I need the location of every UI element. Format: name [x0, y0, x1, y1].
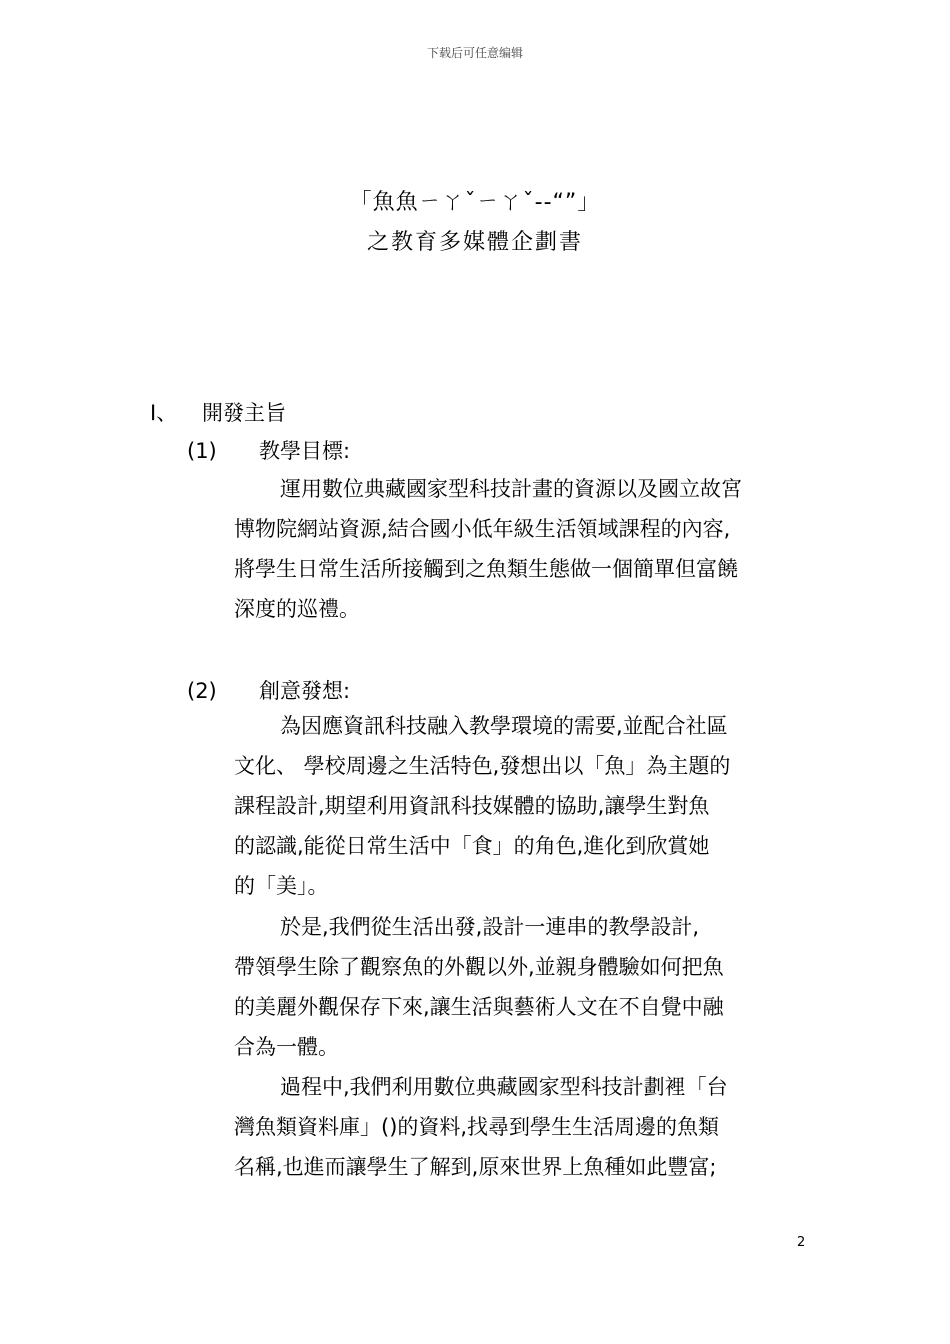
paragraph-line: 深度的巡禮。 [234, 597, 360, 621]
section-number: Ι、 [150, 401, 178, 425]
paragraph-line: 帶領學生除了觀察魚的外觀以外,並親身體驗如何把魚 [234, 955, 724, 979]
paragraph-line: 灣魚類資料庫」()的資料,找尋到學生生活周邊的魚類 [234, 1115, 720, 1139]
subsection-heading-2 [187, 675, 350, 705]
paragraph-line: 合為一體。 [234, 1035, 339, 1059]
paragraph-line: 的「美」。 [234, 874, 329, 898]
subsection-title: 教學目標: [259, 439, 351, 463]
subsection-number: (1) [187, 439, 217, 463]
paragraph-creative-idea-3 [234, 1067, 806, 1187]
paragraph-teaching-goals [234, 469, 806, 629]
subsection-number: (2) [187, 679, 217, 703]
paragraph-line: 名稱,也進而讓學生了解到,原來世界上魚種如此豐富; [234, 1155, 717, 1179]
paragraph-line: 將學生日常生活所接觸到之魚類生態做一個簡單但富饒 [234, 557, 738, 581]
paragraph-line: 的認識,能從日常生活中「食」的角色,進化到欣賞她 [234, 834, 710, 858]
section-title: 開發主旨 [202, 401, 286, 425]
page-number: 2 [797, 1235, 806, 1250]
header-note: 下载后可任意编辑 [426, 46, 523, 60]
paragraph-line: 文化、 學校周邊之生活特色,發想出以「魚」為主題的 [234, 754, 731, 778]
paragraph-creative-idea-1 [234, 706, 806, 906]
paragraph-line: 的美麗外觀保存下來,讓生活與藝術人文在不自覺中融 [234, 995, 724, 1019]
paragraph-line: 運用數位典藏國家型科技計畫的資源以及國立故宮 [280, 477, 742, 501]
paragraph-line: 為因應資訊科技融入教學環境的需要,並配合社區 [280, 714, 728, 738]
subsection-heading-1 [187, 435, 350, 465]
paragraph-line: 過程中,我們利用數位典藏國家型科技計劃裡「台 [280, 1075, 728, 1099]
paragraph-line: 於是,我們從生活出發,設計一連串的教學設計, [280, 915, 700, 939]
document-subtitle: 之教育多媒體企劃書 [366, 230, 583, 255]
subsection-title: 創意發想: [259, 679, 351, 703]
document-title: 「魚魚ㄧㄚˇㄧㄚˇ--“”」 [349, 190, 601, 215]
paragraph-line: 課程設計,期望利用資訊科技媒體的協助,讓學生對魚 [234, 794, 710, 818]
paragraph-creative-idea-2 [234, 907, 806, 1067]
paragraph-line: 博物院網站資源,結合國小低年級生活領域課程的內容, [234, 517, 731, 541]
section-heading [150, 397, 286, 427]
